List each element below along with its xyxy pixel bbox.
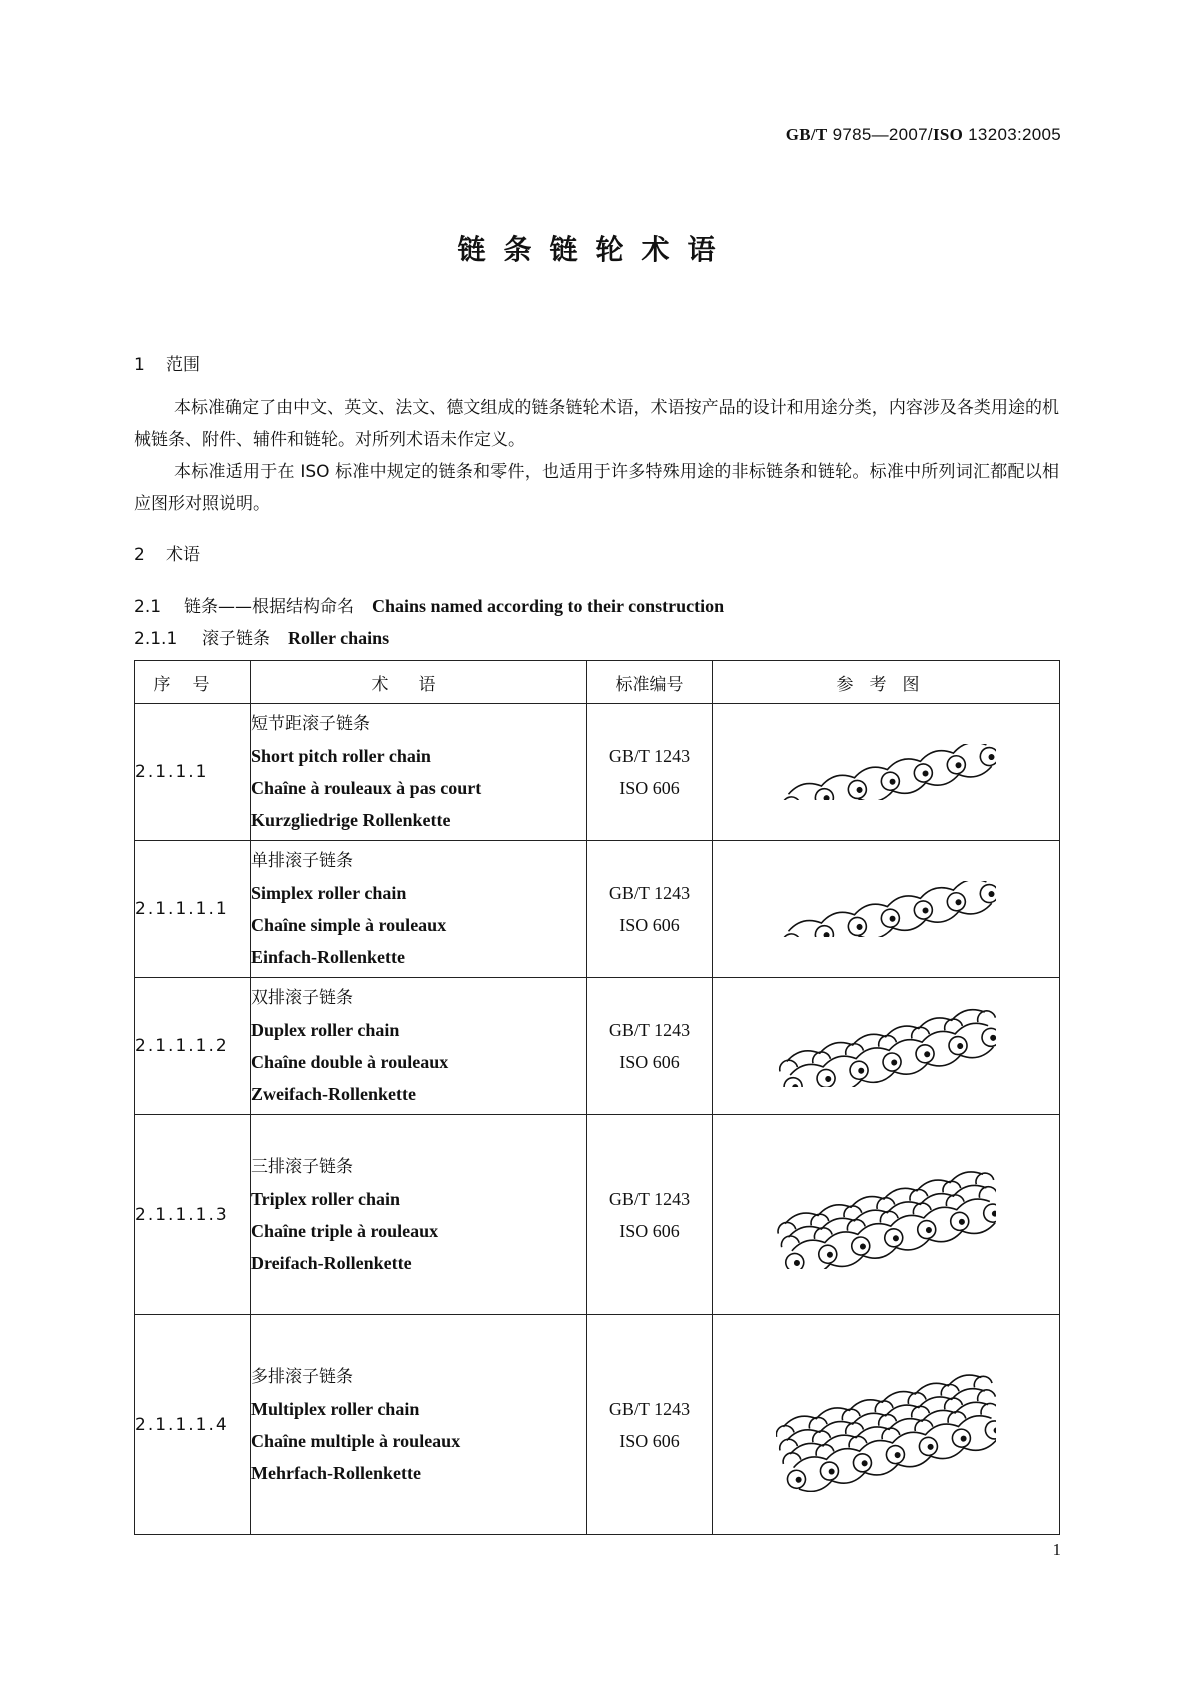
term-chinese: 短节距滚子链条 — [251, 714, 370, 734]
reference-figure-cell — [713, 978, 1060, 1115]
column-header-term: 术语 — [251, 661, 587, 704]
roller-chain-figure — [776, 744, 996, 800]
term-french: Chaîne simple à rouleaux — [251, 915, 447, 935]
section-number: 2 — [134, 545, 145, 565]
standard-number-cell — [587, 1315, 713, 1535]
term-number: 2.1.1.1.3 — [135, 1115, 251, 1315]
standard-number: GB/T 1243 — [608, 1020, 691, 1040]
term-number: 2.1.1.1.1 — [135, 841, 251, 978]
term-english: Simplex roller chain — [251, 883, 407, 903]
term-english: Triplex roller chain — [251, 1188, 400, 1209]
term-cell — [251, 978, 587, 1115]
term-german: Mehrfach-Rollenkette — [251, 1462, 421, 1483]
term-cell — [251, 704, 587, 841]
table-header-row — [135, 661, 1060, 704]
roller-chain-figure — [776, 1358, 996, 1492]
table-row — [135, 1115, 1060, 1315]
term-french: Chaîne à rouleaux à pas court — [251, 778, 482, 798]
document-title: 链条链轮术语 — [457, 233, 734, 266]
page-number: 1 — [1052, 1540, 1061, 1559]
term-french: Chaîne double à rouleaux — [251, 1052, 449, 1072]
standard-number: ISO 606 — [619, 915, 680, 935]
roller-chain-figure — [776, 881, 996, 937]
standard-number: ISO 606 — [619, 1220, 680, 1241]
subsection-2-1-heading — [134, 592, 724, 617]
term-cell — [251, 1115, 587, 1315]
standard-number: GB/T 1243 — [608, 746, 691, 766]
standard-number-cell — [587, 841, 713, 978]
roller-chain-figure — [776, 1161, 996, 1269]
reference-figure-cell — [713, 704, 1060, 841]
term-english: Multiplex roller chain — [251, 1398, 420, 1419]
standard-number-cell — [587, 704, 713, 841]
table-row — [135, 704, 1060, 841]
term-english: Duplex roller chain — [251, 1020, 400, 1040]
subsection-title-zh: 滚子链条 — [202, 629, 270, 649]
standard-number: ISO 606 — [619, 778, 680, 798]
term-german: Einfach-Rollenkette — [251, 947, 405, 967]
term-cell — [251, 841, 587, 978]
term-german: Dreifach-Rollenkette — [251, 1252, 412, 1273]
subsection-number: 2.1 — [134, 597, 162, 617]
term-chinese: 多排滚子链条 — [251, 1366, 353, 1387]
subsection-title-zh: 链条——根据结构命名 — [184, 597, 354, 617]
scope-paragraph-2: 本标准适用于在 ISO 标准中规定的链条和零件，也适用于许多特殊用途的非标链条和链轮。标准中所列词汇都配以相应图形对照说明。 — [134, 462, 1059, 514]
column-header-figure: 参考图 — [713, 661, 1060, 704]
section-title: 术语 — [166, 545, 200, 565]
section-1-heading — [134, 350, 200, 375]
term-chinese: 单排滚子链条 — [251, 851, 353, 871]
section-2-heading — [134, 540, 200, 565]
table-row — [135, 978, 1060, 1115]
subsection-title-en: Chains named according to their construction — [372, 596, 725, 616]
subsection-title-en: Roller chains — [288, 628, 390, 648]
term-german: Zweifach-Rollenkette — [251, 1084, 416, 1104]
term-chinese: 双排滚子链条 — [251, 988, 353, 1008]
reference-figure-cell — [713, 1115, 1060, 1315]
terms-table — [134, 660, 1060, 1535]
standard-number: ISO 606 — [619, 1052, 680, 1072]
term-french: Chaîne multiple à rouleaux — [251, 1430, 461, 1451]
term-number: 2.1.1.1.2 — [135, 978, 251, 1115]
term-chinese: 三排滚子链条 — [251, 1156, 353, 1177]
subsection-number: 2.1.1 — [134, 629, 178, 649]
standard-number-cell — [587, 978, 713, 1115]
section-title: 范围 — [166, 355, 200, 375]
table-row — [135, 841, 1060, 978]
column-header-standard: 标准编号 — [587, 661, 713, 704]
section-number: 1 — [134, 355, 145, 375]
term-number: 2.1.1.1.4 — [135, 1315, 251, 1535]
scope-paragraph-1: 本标准确定了由中文、英文、法文、德文组成的链条链轮术语，术语按产品的设计和用途分类，内容涉及各类用途的机械链条、附件、辅件和链轮。对所列术语未作定义。 — [134, 398, 1059, 450]
standard-number: GB/T 1243 — [608, 1398, 691, 1419]
table-row — [135, 1315, 1060, 1535]
term-cell — [251, 1315, 587, 1535]
column-header-seq: 序号 — [135, 661, 251, 704]
standard-number: GB/T 1243 — [608, 1188, 691, 1209]
standard-number: GB/T 1243 — [608, 883, 691, 903]
subsection-2-1-1-heading — [134, 624, 389, 649]
standard-number-cell — [587, 1115, 713, 1315]
term-number: 2.1.1.1 — [135, 704, 251, 841]
term-english: Short pitch roller chain — [251, 746, 431, 766]
standard-code: GB/T 9785—2007/ISO 13203:2005 — [785, 125, 1061, 144]
term-german: Kurzgliedrige Rollenkette — [251, 810, 451, 830]
roller-chain-figure — [776, 1005, 996, 1087]
term-french: Chaîne triple à rouleaux — [251, 1220, 439, 1241]
reference-figure-cell — [713, 1315, 1060, 1535]
standard-number: ISO 606 — [619, 1430, 680, 1451]
reference-figure-cell — [713, 841, 1060, 978]
